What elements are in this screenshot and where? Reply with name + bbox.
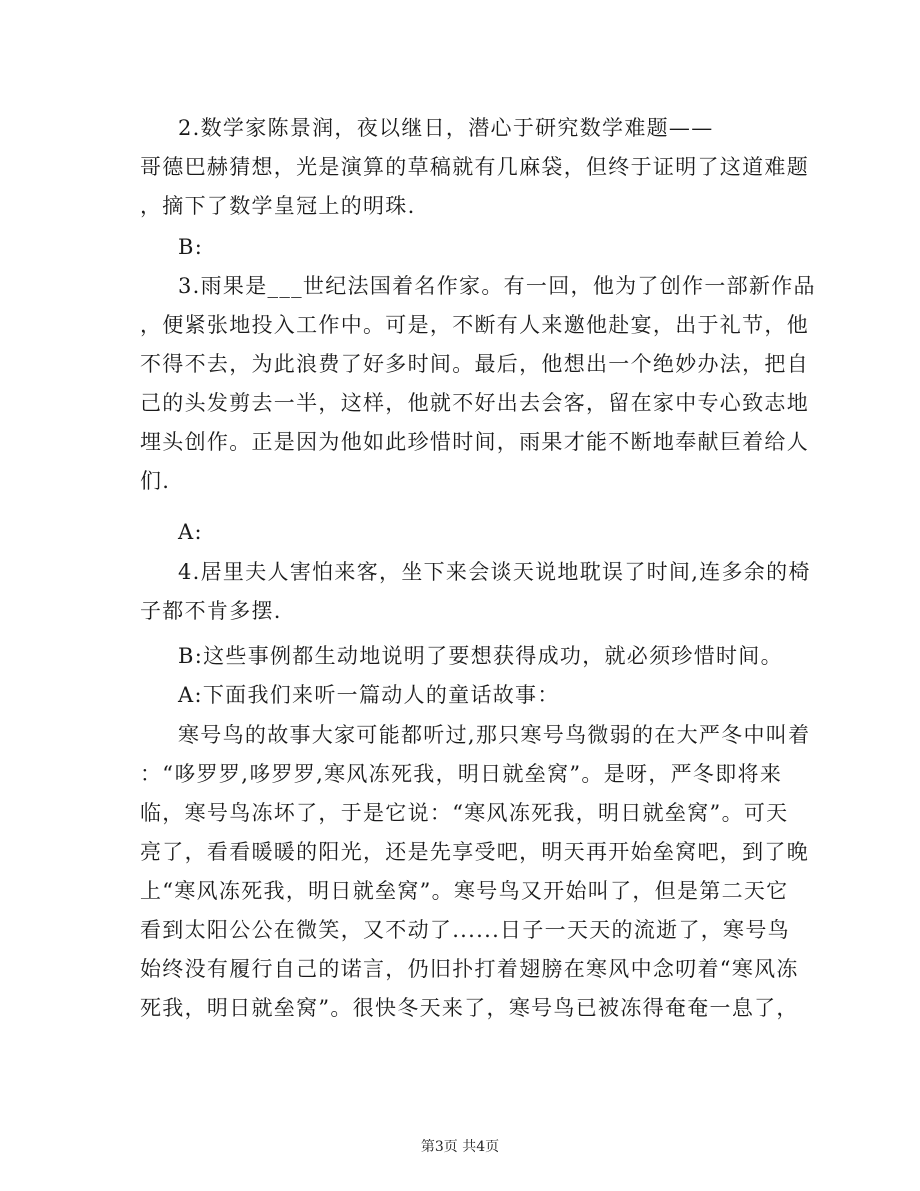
text-line: 亮了，看看暖暖的阳光，还是先享受吧，明天再开始垒窝吧，到了晚: [140, 840, 809, 864]
text-line: ，便紧张地投入工作中。可是，不断有人来邀他赴宴，出于礼节，他: [140, 313, 809, 337]
text-line: 己的头发剪去一半，这样，他就不好出去会客，留在家中专心致志地: [140, 391, 809, 415]
text-line: 看到太阳公公在微笑，又不动了......日子一天天的流逝了，寒号鸟: [140, 918, 790, 942]
text-line: 4.居里夫人害怕来客，坐下来会谈天说地耽误了时间,连多余的椅: [178, 560, 811, 584]
text-line: 3.雨果是___世纪法国着名作家。有一回，他为了创作一部新作品: [178, 274, 816, 298]
text-line: B:这些事例都生动地说明了要想获得成功，就必须珍惜时间。: [178, 644, 783, 668]
text-line: 埋头创作。正是因为他如此珍惜时间，雨果才能不断地奉献巨着给人: [140, 430, 809, 454]
page-footer: 第3页 共4页: [420, 1139, 500, 1155]
text-line: 不得不去，为此浪费了好多时间。最后，他想出一个绝妙办法，把自: [140, 352, 809, 376]
text-line: 哥德巴赫猜想，光是演算的草稿就有几麻袋，但终于证明了这道难题: [140, 155, 809, 179]
text-line: 子都不肯多摆.: [140, 599, 282, 623]
text-line: 临，寒号鸟冻坏了，于是它说：“寒风冻死我，明日就垒窝”。可天: [140, 801, 789, 825]
text-line: A:下面我们来听一篇动人的童话故事：: [178, 683, 560, 707]
text-line: 始终没有履行自己的诺言，仍旧扑打着翅膀在寒风中念叨着“寒风冻: [140, 957, 799, 981]
text-line: 2.数学家陈景润，夜以继日，潜心于研究数学难题——: [178, 116, 714, 140]
text-line: ：“哆罗罗,哆罗罗,寒风冻死我，明日就垒窝”。是呀，严冬即将来: [140, 762, 783, 786]
text-line: A:: [178, 520, 203, 544]
text-line: ，摘下了数学皇冠上的明珠.: [140, 194, 416, 218]
text-line: 上“寒风冻死我，明日就垒窝”。寒号鸟又开始叫了，但是第二天它: [140, 879, 789, 903]
text-line: 们.: [140, 469, 171, 493]
text-line: B:: [178, 235, 204, 259]
text-line: 死我，明日就垒窝”。很快冬天来了，寒号鸟已被冻得奄奄一息了，: [140, 996, 799, 1020]
text-line: 寒号鸟的故事大家可能都听过,那只寒号鸟微弱的在大严冬中叫着: [178, 723, 811, 747]
